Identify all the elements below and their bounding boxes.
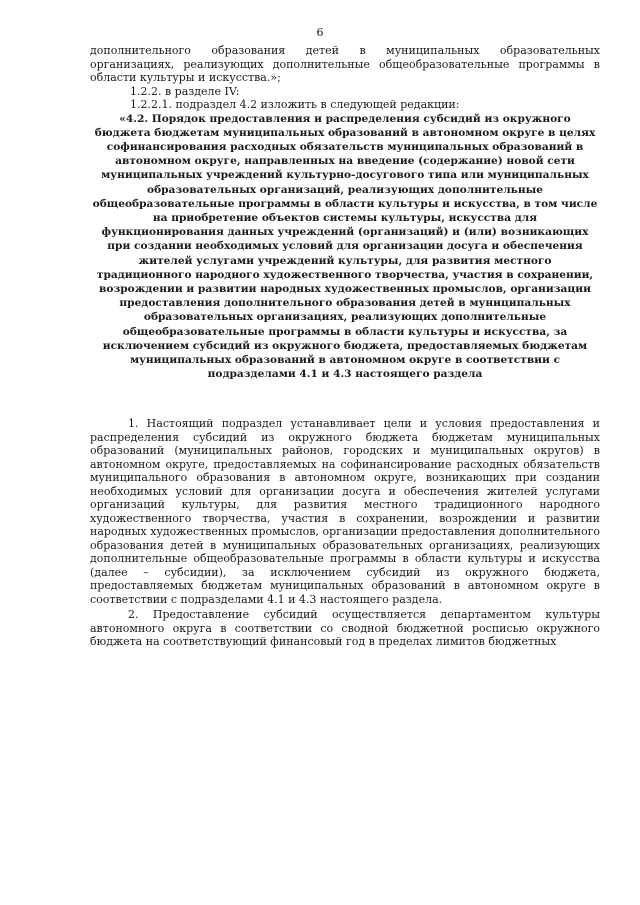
item-1-2-2-1: 1.2.2.1. подраздел 4.2 изложить в следующей редакции: [130,98,460,111]
paragraph-2: 2. Предоставление субсидий осуществляется департаментом культуры автономного округа в соответствии со сводной бюджетной росписью окружного бюджета на соответствующий финансовый год в пределах лимитов бюджетных [90,608,600,649]
item-1-2-2: 1.2.2. в разделе IV: [130,84,240,98]
section-heading: «4.2. Порядок предоставления и распределения субсидий из окружного бюджета бюджетам муниципальных образований в автономном округе в целях софинансирования расходных обязательств муниципальных образований в автономном округе, направленных на введение (содержание) новой сети муниципальных учреждений культурно-досугового типа или муниципальных образовательных организаций, реализующих дополнительные общеобразовательные программы в области культуры и искусства, в том числе на приобретение объектов системы культуры, искусства для функционирования данных учреждений (организаций) и (или) возникающих при создании необходимых условий для организации досуга и обеспечения жителей услугами учреждений культуры, для развития местного традиционного народного художественного творчества, участия в сохранении, возрождении и развитии народных художественных промыслов, организации предоставления дополнительного образования детей в муниципальных образовательных организациях, реализующих дополнительные общеобразовательные программы в области культуры и искусства, за исключением субсидий из окружного бюджета, предоставляемых бюджетам муниципальных образований в автономном округе в соответствии с подразделами 4.1 и 4.3 настоящего раздела [92,112,598,381]
section-spacer [90,381,600,417]
page-number: 6 [316,26,324,39]
intro-paragraph: дополнительного образования детей в муниципальных образовательных организациях, реализующих дополнительные общеобразовательные программы в области культуры и искусства.»; [90,44,600,84]
document-body [90,44,600,649]
paragraph-1: 1. Настоящий подраздел устанавливает цели и условия предоставления и распределения субсидий из окружного бюджета бюджетам муниципальных образований (муниципальных районов, городских и муниципальных округов) в автономном округе, предоставляемых на софинансирование расходных обязательств муниципального образования в автономном округе, возникающих при создании необходимых условий для организации досуга и обеспечения жителей услугами организаций культуры, для развития местного традиционного народного художественного творчества, участия в сохранении, возрождении и развитии народных художественных промыслов, организации предоставления дополнительного образования детей в муниципальных образовательных организациях, реализующих дополнительные общеобразовательные программы в области культуры и искусства (далее – субсидии), за исключением субсидий из окружного бюджета, предоставляемых бюджетам муниципальных образований в автономном округе в соответствии с подразделами 4.1 и 4.3 настоящего раздела. [90,417,600,606]
